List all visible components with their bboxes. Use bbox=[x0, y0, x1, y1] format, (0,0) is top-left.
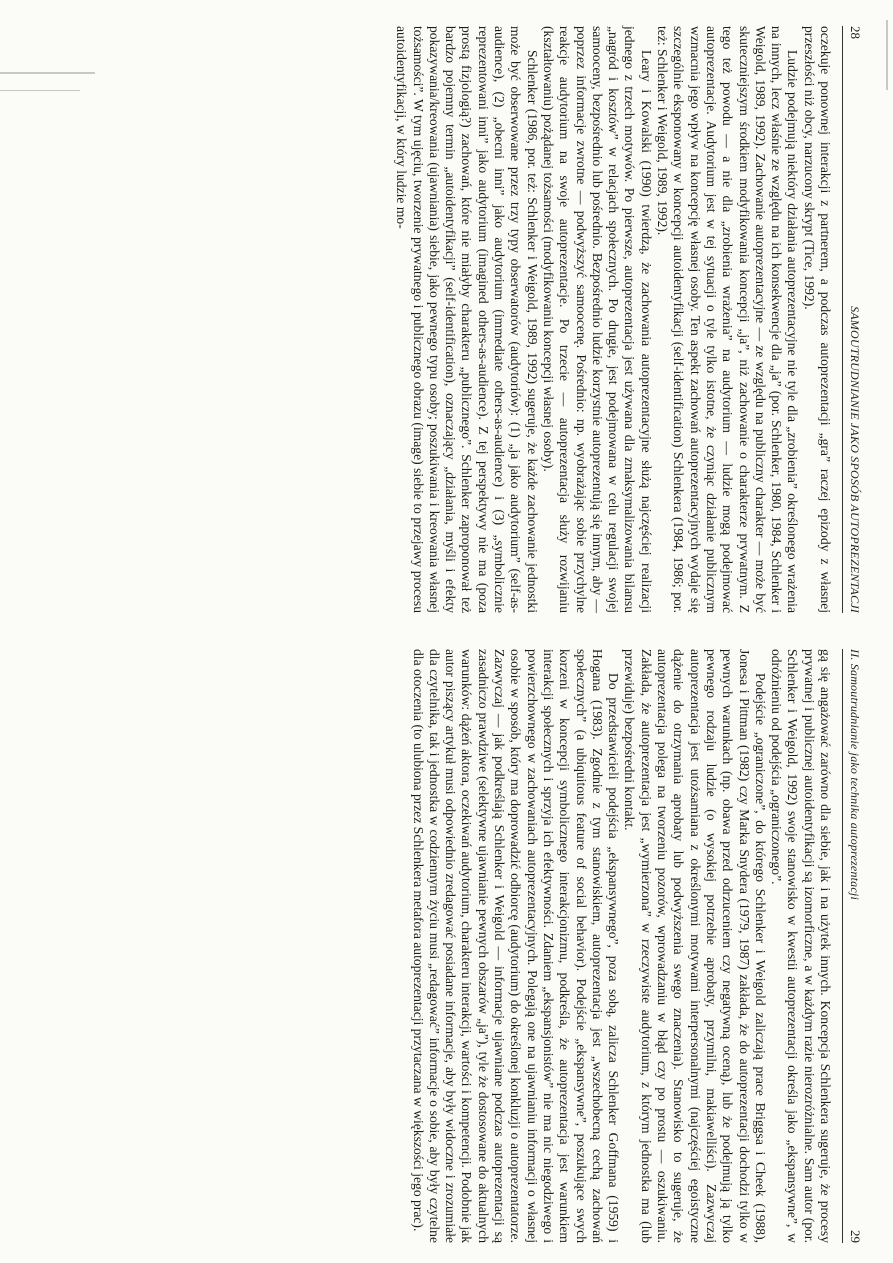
right-page bbox=[0, 631, 893, 1263]
paragraph: Do przedstawicieli podejścia „ekspansywnego”, poza sobą, zalicza Schlenker Goffmana (1959) i Hogana (1983). Zgodnie z tym stanowiskiem, autoprezentacja jest „wszechobecną cechą zachowań społecznych” (a ubiquitous feature of social behavior). Podejście „ekspansywne”, poszukujące swych korzeni w koncepcji symbolicznego interakcjonizmu, podkreśla, że autoprezentacja jest warunkiem interakcji społecznych i sprzyja ich efektywności. Zdaniem „ekspansjonistów” nie ma nic niegodziwego i powierzchownego w zachowaniach autoprezentacyjnych. Polegają one na ujawnianiu informacji o własnej osobie w sposób, który ma doprowadzić odbiorcę (audytorium) do określonej konkluzji o autoprezentatorze. Zazwyczaj — jak podkreślają Schlenker i Weigold — informacje ujawniane podczas autoprezentacji są zasadniczo prawdziwe (selektywne ujawnianie pewnych obszarów „ja”), tyle że dostosowane do aktualnych warunków: dążeń aktora, oczekiwań audytorium, charakteru interakcji, wartości i kompetencji. Podobnie jak autor piszący artykuł musi odpowiednio zredagować posiadane informacje, aby były widoczne i zrozumiałe dla czytelnika, tak i jednostka w codziennym życiu musi „redagować” informacje o sobie, aby były czytelne dla otoczenia (to ulubiona przez Schlenkera metafora autoprezentacji przytaczana w większości jego prac). bbox=[410, 649, 622, 1243]
running-head bbox=[847, 26, 867, 613]
running-head bbox=[847, 649, 867, 1243]
chapter-title: SAMOUTRUDNIANIE JAKO SPOSÓB AUTOPREZENTACJI bbox=[848, 306, 862, 613]
paragraph: Schlenker (1986, por. też: Schlenker i Weigold, 1989, 1992) sugeruje, że każde zachowanie jednostki może być obserwowane przez trzy typy obserwatorów (audytoriów): (1) „ja jako audytorium” (self-as-audience), (2) „obecni inni” jako audytorium (immediate others-as-audience) i (3) „symbolicznie reprezentowani inni” jako audytorium (imagined others-as-audience). Z tej perspektywy nie ma (poza prostą fizjologią?) zachowań, które nie miałyby charakteru „publicznego”. Schlenker zaproponował też bardzo pojemny termin „autoidentyfikacji” (self-identification), oznaczający „działania, myśli i efekty pokazywania/kreowania (ujawniania) siebie, jako pewnego typu osoby; poszukiwania i kreowania własnej tożsamości”. W tym ujęciu, tworzenie prywatnego i publicznego obrazu (image) siebie to przejawy procesu autoidentyfikacji, w który ludzie mo- bbox=[394, 26, 540, 613]
paragraph: Ludzie podejmują niektóry działania autoprezentacyjne nie tyle dla „zrobienia” określonego wrażenia na innych, lecz właśnie ze względu na ich konsekwencje dla „ja” (por. Schlenker, 1980, 1984, Schlenker i Weigold, 1989, 1992). Zachowanie autoprezentacyjne — ze względu na publiczny charakter — może być skuteczniejszym środkiem modyfikowania koncepcji „ja”, niż zachowanie o charakterze prywatnym. Z tego też powodu — a nie dla „zrobienia wrażenia” na audytorium — ludzie mogą podejmować autoprezentacje. Audytorium jest w tej sytuacji o tyle tylko istotne, że czyniąc działanie publicznym wzmacnia jego wpływ na koncepcję własnej osoby. Ten aspekt zachowań autoprezentacyjnych wydaje się szczególnie eksponowany w koncepcji autoidentyfikacji (self-identification) Schlenkera (1984, 1986; por. też: Schlenker i Weigold, 1989, 1992). bbox=[655, 26, 801, 613]
paragraph: gą się angażować zarówno dla siebie, jak i na użytek innych. Koncepcja Schlenkera sugeruje, że procesy prywatnej i publicznej autoidentyfikacji są izomorficzne, a w każdym razie nierozróżnialne. Sam autor (por. Schlenker i Weigold, 1992) swoje stanowisko w kwestii autoprezentacji określa jako „ekspansywne”, w odróżnieniu od podejścia „ograniczonego”. bbox=[769, 649, 833, 1243]
scan-artifact bbox=[886, 20, 888, 90]
scan-artifact bbox=[0, 90, 80, 91]
header-rule bbox=[842, 26, 843, 613]
scan-artifact bbox=[0, 72, 95, 74]
header-rule bbox=[842, 649, 843, 1243]
page-number: 29 bbox=[848, 1230, 863, 1243]
left-page bbox=[0, 0, 893, 631]
chapter-title: II. Samoutrudnianie jako technika autoprezentacji bbox=[848, 649, 862, 900]
paragraph: oczekuje ponownej interakcji z partnerem, a podczas autoprezentacji „gra” raczej epizody z własnej przeszłości niż obcy, narzucony skrypt (Tice, 1992). bbox=[801, 26, 833, 613]
body-text bbox=[409, 649, 833, 1243]
page-number: 28 bbox=[848, 26, 863, 39]
body-text bbox=[393, 26, 833, 613]
paragraph: Podejście „ograniczone”, do którego Schlenker i Weigold zaliczają prace Briggsa i Cheek (1988), Jonesa i Pittman (1982) czy Marka Snydera (1979, 1987) zakłada, że do autoprezentacji dochodzi tylko w pewnych warunkach (np. obawa przed odrzuceniem czy negatywną oceną), lub że podejmują ją tylko pewnego rodzaju ludzie (o wysokiej potrzebie aprobaty, przymilni, makiawelliści). Zazwyczaj autoprezentacja jest utożsamiana z określonymi motywami interpersonalnymi (najczęściej egoistyczne dążenie do otrzymania aprobaty lub podwyższenia swego znaczenia). Stanowisko to sugeruje, że autoprezentacja polega na tworzeniu pozorów, wprowadzaniu w błąd czy po prostu — oszukiwaniu. Zakłada, że autoprezentacja jest „wymierzona” w rzeczywiste audytorium, z którym jednostka ma (lub przewiduje) bezpośredni kontakt. bbox=[622, 649, 768, 1243]
paragraph: Leary i Kowalski (1990) twierdzą, że zachowania autoprezentacyjne służą najczęściej realizacji jednego z trzech motywów. Po pierwsze, autoprezentacja jest używana dla zmaksymalizowania bilansu „nagród i kosztów” w relacjach społecznych. Po drugie, jest podejmowana w celu regulacji swojej samooceny, bezpośrednio lub pośrednio. Bezpośrednio ludzie korzystnie autoprezentują się innym, aby — poprzez informacje zwrotne — podwyższyć samoocenę. Pośrednio: np. wyobrażając sobie przychylne reakcje audytorium na swoje autoprezentacje. Po trzecie — autoprezentacja służy rozwijaniu (kształtowaniu) pożądanej tożsamości (modyfikowaniu koncepcji własnej osoby). bbox=[540, 26, 654, 613]
